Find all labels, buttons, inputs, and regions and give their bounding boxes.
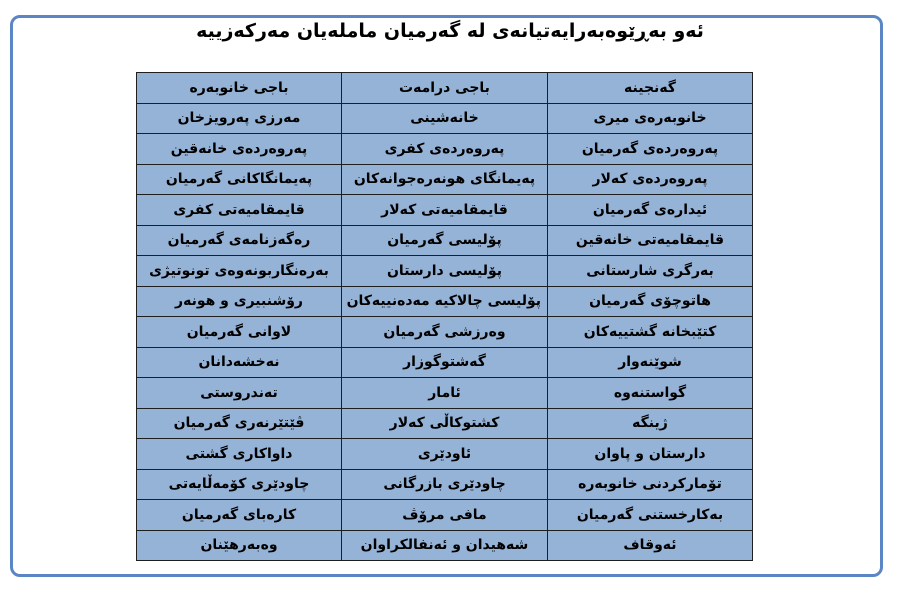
table-cell: نەخشەدانان: [137, 347, 342, 378]
table-cell: بەرگری شارستانی: [548, 256, 753, 287]
table-cell: پەروەردەی خانەقین: [137, 134, 342, 165]
table-cell: وەبەرهێنان: [137, 530, 342, 561]
table-cell: باجی درامەت: [342, 73, 548, 104]
table-row: [137, 225, 753, 256]
table-cell: شوێنەوار: [548, 347, 753, 378]
table-row: [137, 317, 753, 348]
table-row: [137, 195, 753, 226]
table-cell: کارەبای گەرمیان: [137, 500, 342, 531]
table-cell: مافی مرۆڤ: [342, 500, 548, 531]
table-cell: کشتوکاڵی کەلار: [342, 408, 548, 439]
table-cell: پۆلیسی چالاکیە مەدەنییەکان: [342, 286, 548, 317]
table-cell: تەندروستی: [137, 378, 342, 409]
table-cell: پەروەردەی کەلار: [548, 164, 753, 195]
table-cell: وەرزشی گەرمیان: [342, 317, 548, 348]
table-cell: قایمقامیەتی کفری: [137, 195, 342, 226]
table-row: [137, 73, 753, 104]
table-cell: پەیمانگای هونەرەجوانەکان: [342, 164, 548, 195]
table-cell: لاوانی گەرمیان: [137, 317, 342, 348]
table-row: [137, 103, 753, 134]
table-cell: پۆلیسی گەرمیان: [342, 225, 548, 256]
table-cell: رەگەزنامەی گەرمیان: [137, 225, 342, 256]
table-cell: خانەشینی: [342, 103, 548, 134]
table-cell: بەرەنگاربونەوەی تونوتیژی: [137, 256, 342, 287]
table-row: [137, 408, 753, 439]
table-cell: دارستان و پاوان: [548, 439, 753, 470]
table-cell: رۆشنبیری و هونەر: [137, 286, 342, 317]
table-cell: ئەوقاف: [548, 530, 753, 561]
table-cell: ئیدارەی گەرمیان: [548, 195, 753, 226]
table-row: [137, 134, 753, 165]
table-cell: گەشتوگوزار: [342, 347, 548, 378]
table-cell: شەهیدان و ئەنفالکراوان: [342, 530, 548, 561]
table-cell: باجی خانوبەرە: [137, 73, 342, 104]
table-cell: پەیمانگاکانی گەرمیان: [137, 164, 342, 195]
table-cell: تۆمارکردنی خانوبەرە: [548, 469, 753, 500]
table-cell: پەروەردەی گەرمیان: [548, 134, 753, 165]
table-cell: گواستنەوە: [548, 378, 753, 409]
table-row: [137, 256, 753, 287]
page-title: ئەو بەڕێوەبەرایەتیانەی لە گەرمیان ماملەیان مەرکەزییە: [196, 20, 704, 42]
table-cell: ڤێتێرنەری گەرمیان: [137, 408, 342, 439]
table-cell: قایمقامیەتی کەلار: [342, 195, 548, 226]
table-cell: ئامار: [342, 378, 548, 409]
table-cell: چاودێری بازرگانی: [342, 469, 548, 500]
table-cell: هاتوچۆی گەرمیان: [548, 286, 753, 317]
table-row: [137, 500, 753, 531]
table-cell: قایمقامیەتی خانەقین: [548, 225, 753, 256]
table-row: [137, 530, 753, 561]
table-cell: ژینگە: [548, 408, 753, 439]
table-row: [137, 439, 753, 470]
table-cell: مەرزی پەرویزخان: [137, 103, 342, 134]
directorates-table: [136, 72, 753, 561]
table-row: [137, 469, 753, 500]
table-body: [137, 73, 753, 561]
table-cell: ئاودێری: [342, 439, 548, 470]
table-cell: داواکاری گشتی: [137, 439, 342, 470]
table-cell: چاودێری کۆمەڵایەتی: [137, 469, 342, 500]
table-cell: گەنجینە: [548, 73, 753, 104]
table-cell: پەروەردەی کفری: [342, 134, 548, 165]
table-row: [137, 378, 753, 409]
table-cell: بەکارخستنی گەرمیان: [548, 500, 753, 531]
table-row: [137, 347, 753, 378]
table-cell: خانوبەرەی میری: [548, 103, 753, 134]
table-row: [137, 286, 753, 317]
table-cell: کتێبخانە گشتییەکان: [548, 317, 753, 348]
table-row: [137, 164, 753, 195]
table-cell: پۆلیسی دارستان: [342, 256, 548, 287]
